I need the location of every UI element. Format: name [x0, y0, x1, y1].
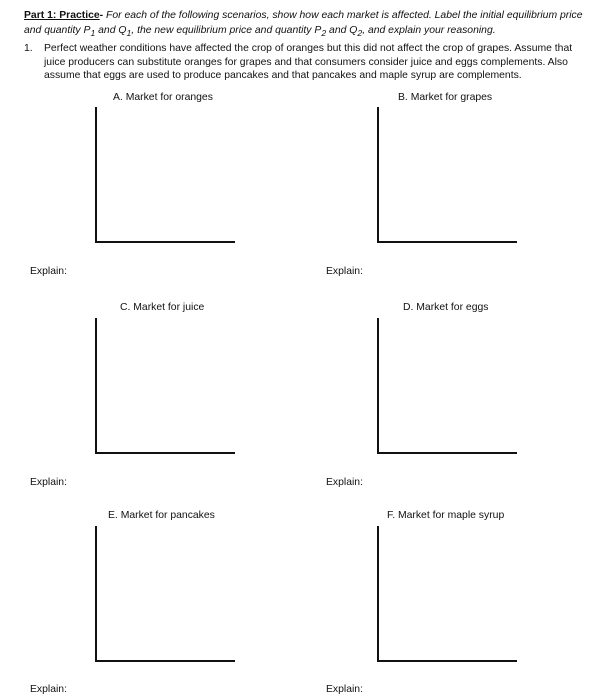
instructions-text-5: , and explain your reasoning. [362, 25, 496, 36]
y-axis-maple-syrup [377, 526, 379, 662]
instructions-text-3: , the new equilibrium price and quantity P [131, 25, 322, 36]
explain-label-maple-syrup: Explain: [326, 684, 363, 695]
y-axis-pancakes [95, 526, 97, 662]
chart-title-maple-syrup: F. Market for maple syrup [387, 510, 505, 521]
subscript-p2: 2 [321, 28, 327, 39]
instructions-text-2: and Q [95, 25, 127, 36]
y-axis-eggs [377, 318, 379, 454]
title-dash: - [99, 10, 104, 21]
chart-title-oranges: A. Market for oranges [113, 92, 213, 103]
question-text: Perfect weather conditions have affected the crop of oranges but this did not affect the crop of grapes. Assume that juice producers can substitute oranges for grapes and that consumers consider juice and eggs complements. Also assume that eggs are used to produce pancakes and that pancakes and maple syrup are complements. [44, 43, 573, 81]
x-axis-maple-syrup [377, 660, 517, 662]
subscript-p1: 1 [90, 28, 96, 39]
subscript-q1: 1 [126, 28, 132, 39]
instructions-text-4: and Q [326, 25, 358, 36]
explain-label-juice: Explain: [30, 477, 67, 488]
instructions-text-1: For each of the following scenarios, show how each market is affected. Label the initial equilibrium price and quantity P [24, 10, 583, 36]
explain-label-grapes: Explain: [326, 266, 363, 277]
chart-title-eggs: D. Market for eggs [403, 302, 489, 313]
chart-title-pancakes: E. Market for pancakes [108, 510, 215, 521]
y-axis-oranges [95, 107, 97, 243]
x-axis-pancakes [95, 660, 235, 662]
question-number: 1. [24, 43, 33, 54]
part-title: Part 1: Practice [24, 10, 100, 21]
y-axis-grapes [377, 107, 379, 243]
chart-title-juice: C. Market for juice [120, 302, 205, 313]
chart-title-grapes: B. Market for grapes [398, 92, 493, 103]
instructions-header [24, 8, 599, 41]
explain-label-oranges: Explain: [30, 266, 67, 277]
x-axis-juice [95, 452, 235, 454]
x-axis-eggs [377, 452, 517, 454]
subscript-q2: 2 [357, 28, 363, 39]
explain-label-pancakes: Explain: [30, 684, 67, 695]
x-axis-grapes [377, 241, 517, 243]
x-axis-oranges [95, 241, 235, 243]
y-axis-juice [95, 318, 97, 454]
explain-label-eggs: Explain: [326, 477, 363, 488]
